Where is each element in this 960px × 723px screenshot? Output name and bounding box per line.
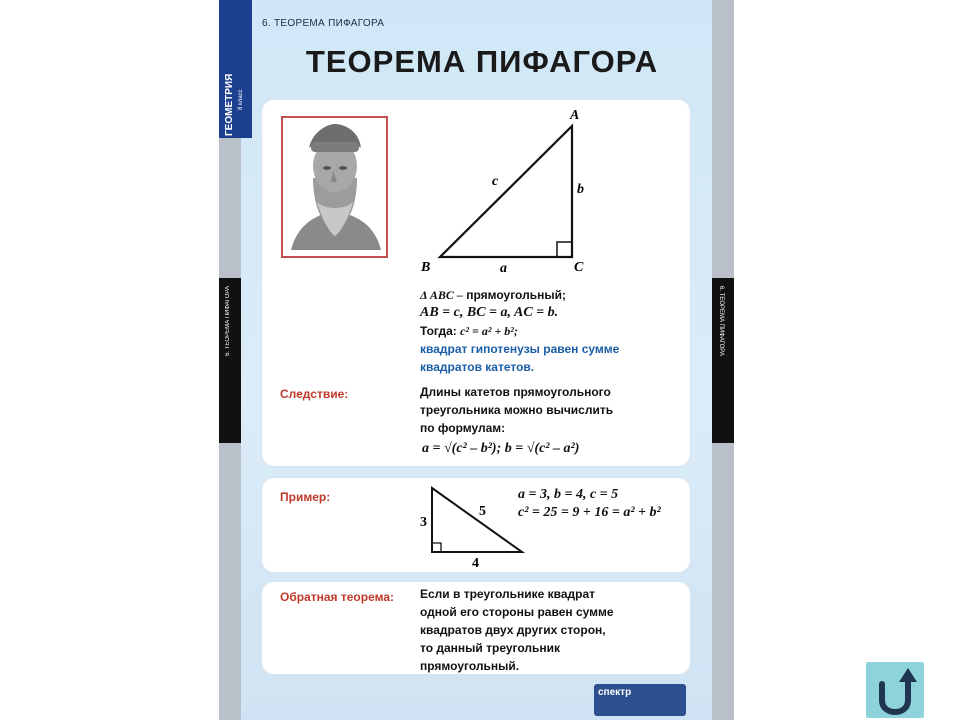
corollary-line-2: треугольника можно вычислить — [420, 403, 614, 417]
converse-line-4: то данный треугольник — [420, 641, 561, 655]
theorem-conclusion-2: квадратов катетов. — [420, 360, 535, 374]
publisher-logo — [594, 684, 686, 716]
back-button[interactable] — [866, 662, 924, 718]
converse-label: Обратная теорема: — [280, 590, 394, 604]
side-strip-right — [712, 278, 734, 443]
series-label: ГЕОМЕТРИЯ — [224, 73, 235, 136]
example-side-5: 5 — [479, 504, 486, 519]
formula-b: b = √(c² – a²) — [504, 441, 580, 456]
side-a-label: a — [500, 261, 507, 276]
converse-line-3: квадратов двух других сторон, — [420, 623, 606, 637]
theorem-line-3 — [420, 322, 518, 340]
series-tab — [219, 0, 252, 138]
corollary-line-3: по формулам: — [420, 421, 506, 435]
right-triangle-diagram — [410, 100, 610, 285]
grade-label: 8 класс — [238, 89, 244, 110]
formula-a: a = √(c² – b²); — [422, 441, 502, 456]
then-label: Тогда: — [420, 324, 457, 338]
converse-line-1: Если в треугольнике квадрат — [420, 587, 596, 601]
vertex-a-label: A — [570, 108, 580, 123]
side-strip-left — [219, 278, 241, 443]
pythagorean-formula: c² = a² + b²; — [460, 324, 518, 338]
side-c-label: c — [492, 174, 499, 189]
small-heading: 6. ТЕОРЕМА ПИФАГОРА — [262, 18, 385, 29]
converse-line-2: одной его стороны равен сумме — [420, 605, 614, 619]
u-turn-back-icon — [866, 662, 924, 718]
example-side-4: 4 — [472, 556, 479, 570]
converse-line-5: прямоугольный. — [420, 659, 520, 673]
theorem-line-1 — [420, 286, 566, 304]
side-b-label: b — [577, 182, 584, 197]
triangle-statement-text: прямоугольный; — [466, 288, 566, 302]
publisher-name: спектр — [598, 687, 632, 698]
page-title: ТЕОРЕМА ПИФАГОРА — [305, 44, 659, 79]
example-side-3: 3 — [420, 515, 427, 530]
side-label-left: 6. ТЕОРЕМА ПИФАГОРА — [225, 286, 231, 356]
corollary-formulas — [422, 440, 579, 458]
corollary-line-1: Длины катетов прямоугольного — [420, 385, 611, 399]
side-label-right: 6. ТЕОРЕМА ПИФАГОРА — [718, 286, 724, 356]
example-line-1: a = 3, b = 4, c = 5 — [518, 487, 619, 502]
example-line-2: c² = 25 = 9 + 16 = a² + b² — [518, 505, 661, 520]
bust-icon — [283, 118, 386, 256]
vertex-c-label: C — [574, 260, 584, 275]
corollary-label: Следствие: — [280, 387, 349, 401]
triangle-statement-math: Δ ABC – — [420, 288, 463, 302]
vertex-b-label: B — [421, 260, 431, 275]
example-triangle-diagram — [412, 482, 530, 570]
theorem-line-2: AB = c, BC = a, AC = b. — [420, 305, 559, 320]
theorem-conclusion-1: квадрат гипотенузы равен сумме — [420, 342, 620, 356]
example-label: Пример: — [280, 490, 331, 504]
pythagoras-portrait — [281, 116, 388, 258]
